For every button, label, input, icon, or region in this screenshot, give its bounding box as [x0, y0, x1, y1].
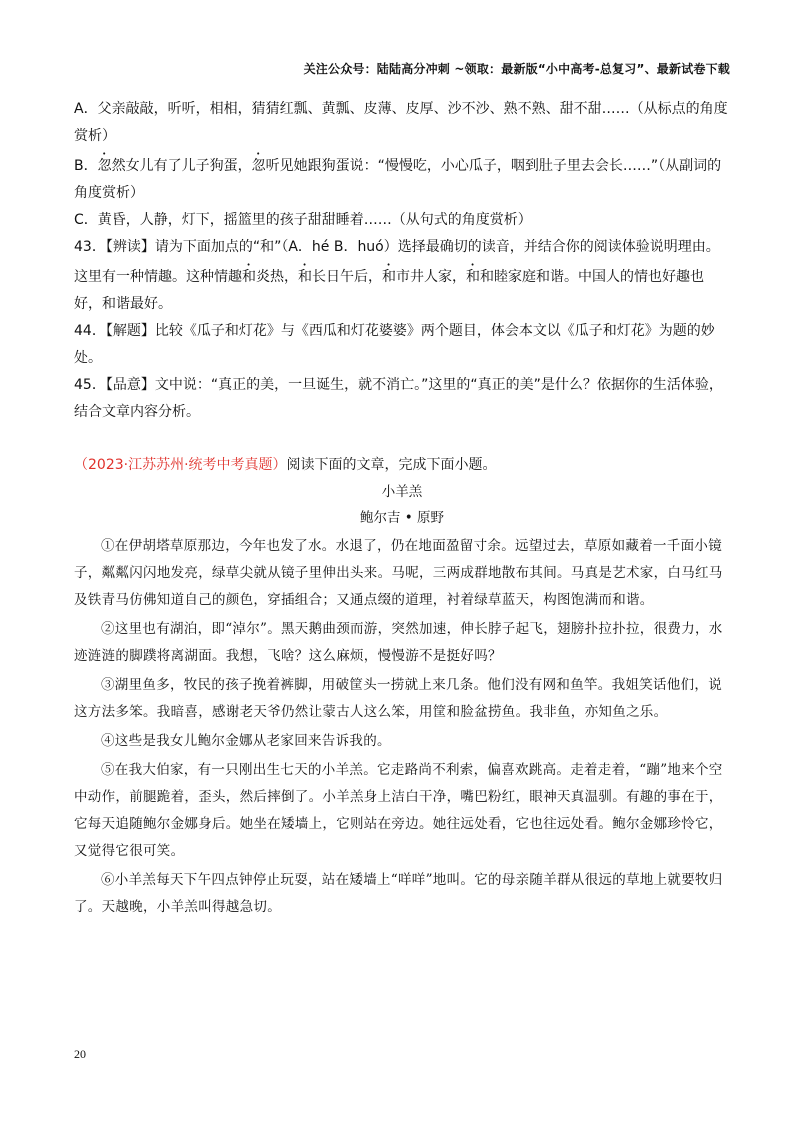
passage-paragraph: ⑤在我大伯家，有一只刚出生七天的小羊羔。它走路尚不利索，偏喜欢跳高。走着走着，“蹦”地来个空中动作，前腿跪着，歪头，然后摔倒了。小羊羔身上洁白干净，嘴巴粉红，眼神天真温驯。有趣的事在于，它每天追随鲍尔金娜身后。她坐在矮墙上，它则站在旁边。她往远处看，它也往远处看。鲍尔金娜珍怜它，又觉得它很可笑。 — [74, 762, 723, 859]
option-b-prefix: B． — [74, 158, 98, 174]
option-b-text-1: 然女儿有了儿子狗蛋， — [111, 158, 252, 174]
dotted-he: 和 — [382, 269, 396, 285]
dotted-word: 忽 — [251, 158, 266, 174]
dotted-word: 忽 — [97, 158, 112, 174]
page-header: 关注公众号：陆陆高分冲刺 ~领取：最新版“小中高考-总复习”、最新试卷下载 — [303, 62, 730, 76]
page-content — [74, 96, 730, 923]
quote-text: 市井人家， — [396, 269, 466, 285]
dotted-he: 和 — [466, 269, 480, 285]
passage-instruction: 阅读下面的文章，完成下面小题。 — [286, 457, 497, 473]
quote-text: 这里有一种情趣。这种情趣 — [74, 269, 242, 285]
option-b-text-2: 听见她跟狗蛋说：“慢慢吃，小心瓜子，咽到肚子里去会长……”（从副词的角度赏析） — [74, 158, 722, 201]
passage-paragraph: ③湖里鱼多，牧民的孩子挽着裤脚，用破筐头一捞就上来几条。他们没有网和鱼竿。我姐笑话他们，说这方法多笨。我暗喜，感谢老天爷仍然让蒙古人这么笨，用筐和脸盆捞鱼。我非鱼，亦知鱼之乐。 — [74, 677, 722, 720]
passage-paragraph: ①在伊胡塔草原那边，今年也发了水。水退了，仍在地面盈留寸余。远望过去，草原如藏着一千面小镜子，粼粼闪闪地发亮，绿草尖就从镜子里伸出头来。马呢，三两成群地散布其间。马真是艺术家，白马红马及铁青马仿佛知道自己的颜色，穿插组合；又通点缀的道理，衬着绿草蓝天，构图饱满而和谐。 — [74, 538, 723, 608]
question-44: 44．【解题】比较《瓜子和灯花》与《西瓜和灯花婆婆》两个题目，体会本文以《瓜子和灯花》为题的妙处。 — [74, 323, 715, 366]
dotted-he: 和 — [242, 269, 256, 285]
question-42-option-c: C．黄昏，人静，灯下，摇篮里的孩子甜甜睡着……（从句式的角度赏析） — [74, 212, 532, 228]
question-43-quote — [74, 261, 730, 318]
passage-paragraph: ②这里也有湖泊，即“淖尔”。黑天鹅曲颈而游，突然加速，伸长脖子起飞，翅膀扑拉扑拉，很费力，水迹涟涟的脚蹼将离湖面。我想，飞啥？这么麻烦，慢慢游不是挺好吗？ — [74, 621, 723, 664]
question-42-option-a: A．父亲敲敲，听听，相相，猜猜红瓢、黄瓢、皮薄、皮厚、沙不沙、熟不熟、甜不甜……（从标点的角度赏析） — [74, 101, 728, 144]
passage-source: （2023·江苏苏州·统考中考真题） — [74, 457, 287, 473]
dotted-he: 和 — [298, 269, 312, 285]
question-45: 45．【品意】文中说：“真正的美，一旦诞生，就不消亡。”这里的“真正的美”是什么？依据你的生活体验，结合文章内容分析。 — [74, 377, 723, 420]
passage-intro — [74, 452, 730, 479]
passage-author: 鲍尔吉 • 原野 — [359, 510, 445, 526]
passage-title: 小羊羔 — [381, 484, 423, 500]
quote-text: 和睦家庭和谐。中国人的情也好趣也好，和谐最好。 — [74, 269, 704, 312]
quote-text: 炎热， — [256, 269, 298, 285]
passage-paragraph: ④这些是我女儿鲍尔金娜从老家回来告诉我的。 — [101, 733, 391, 749]
question-42-option-b — [74, 150, 730, 207]
page-number: 20 — [74, 1047, 86, 1061]
passage-paragraph: ⑥小羊羔每天下午四点钟停止玩耍，站在矮墙上“咩咩”地叫。它的母亲随羊群从很远的草地上就要牧归了。天越晚，小羊羔叫得越急切。 — [74, 872, 723, 915]
question-43: 43．【辨读】请为下面加点的“和”（A．hé B．huó）选择最确切的读音，并结合你的阅读体验说明理由。 — [74, 239, 720, 255]
quote-text: 长日午后， — [312, 269, 382, 285]
